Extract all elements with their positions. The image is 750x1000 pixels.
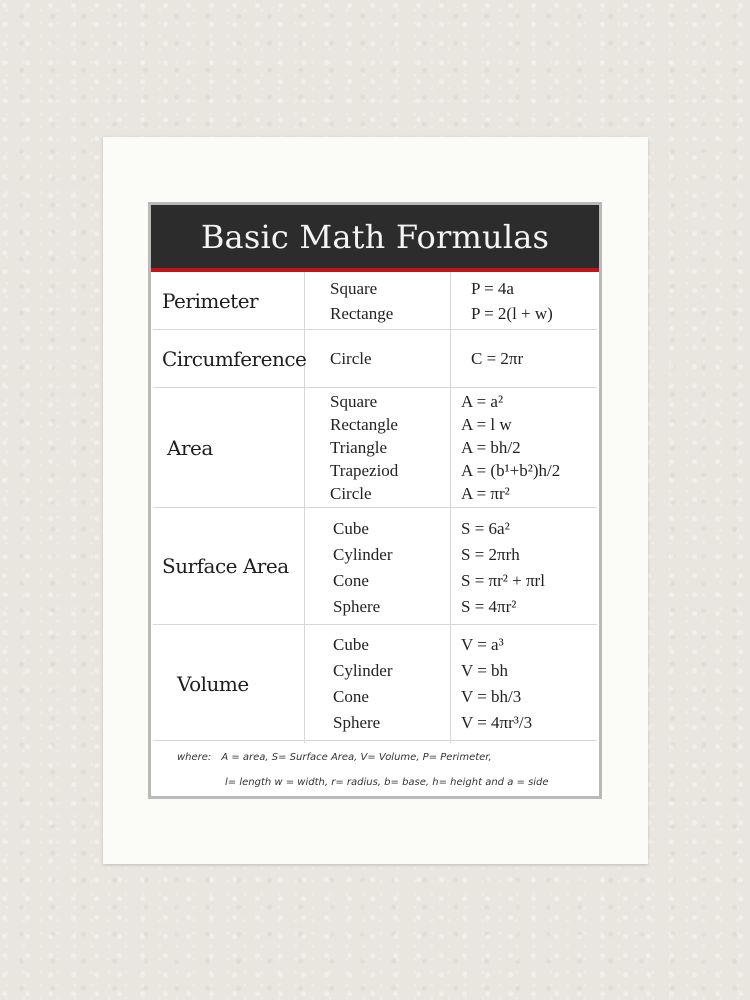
shape-name: Square	[330, 392, 378, 411]
shape-list	[305, 508, 451, 624]
shape-name: Cone	[333, 687, 369, 706]
formula: V = a³	[461, 635, 504, 654]
shape-list	[305, 625, 451, 743]
formula-list	[451, 625, 597, 743]
formula-poster	[148, 202, 602, 799]
formula: S = 4πr²	[461, 597, 517, 616]
section-surface-area	[153, 508, 597, 625]
formula: A = a²	[461, 392, 504, 411]
formula: A = l w	[461, 415, 512, 434]
section-area	[153, 388, 597, 508]
poster-header	[151, 205, 599, 272]
category-label: Volume	[153, 625, 305, 743]
legend-footer	[153, 740, 597, 794]
shape-list	[305, 388, 451, 507]
shape-name: Sphere	[333, 713, 381, 732]
shape-name: Cone	[333, 571, 369, 590]
shape-name: Rectangle	[330, 415, 398, 434]
formula: P = 4a	[471, 278, 514, 298]
category-label: Area	[153, 388, 305, 507]
formula: A = bh/2	[461, 438, 521, 457]
category-label: Surface Area	[153, 508, 305, 624]
formula: A = πr²	[461, 484, 510, 503]
shape-name: Square	[330, 278, 378, 298]
formula: P = 2(l + w)	[471, 303, 553, 323]
section-perimeter	[153, 272, 597, 330]
poster-title: Basic Math Formulas	[200, 217, 550, 256]
formula: S = 6a²	[461, 519, 510, 538]
shape-name: Sphere	[333, 597, 381, 616]
formula: C = 2πr	[471, 348, 524, 368]
legend-line-1	[177, 752, 492, 763]
section-circumference	[153, 330, 597, 388]
formula-table	[153, 272, 597, 743]
formula: V = bh	[461, 661, 509, 680]
formula-list	[451, 330, 597, 387]
shape-name: Cube	[333, 519, 369, 538]
formula: V = bh/3	[461, 687, 522, 706]
formula-list	[451, 388, 597, 507]
shape-name: Trapeziod	[330, 461, 399, 480]
formula: S = 2πrh	[461, 545, 520, 564]
formula: V = 4πr³/3	[461, 713, 533, 732]
shape-name: Cylinder	[333, 661, 393, 680]
formula-list	[451, 272, 597, 329]
formula-list	[451, 508, 597, 624]
shape-name: Circle	[330, 484, 372, 503]
shape-name: Circle	[330, 348, 372, 368]
shape-list	[305, 272, 451, 329]
formula: S = πr² + πrl	[461, 571, 545, 590]
shape-name: Cube	[333, 635, 369, 654]
section-volume	[153, 625, 597, 743]
shape-name: Triangle	[330, 438, 387, 457]
category-label: Perimeter	[153, 272, 305, 329]
formula: A = (b¹+b²)h/2	[461, 461, 561, 480]
legend-text-1: A = area, S= Surface Area, V= Volume, P= Perimeter,	[221, 752, 492, 763]
shape-list	[305, 330, 451, 387]
category-label: Circumference	[153, 330, 305, 387]
legend-line-2: l= length w = width, r= radius, b= base, h= height and a = side	[225, 777, 549, 788]
legend-where-label: where:	[177, 752, 212, 763]
shape-name: Cylinder	[333, 545, 393, 564]
shape-name: Rectange	[330, 303, 394, 323]
